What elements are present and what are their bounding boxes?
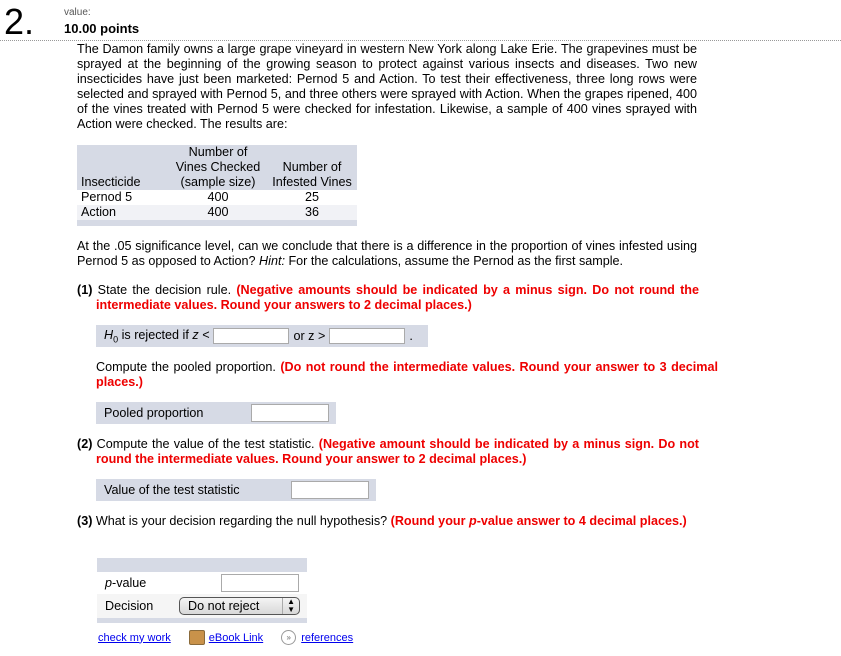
points: 10.00 points bbox=[64, 21, 140, 36]
pooled-prompt bbox=[96, 360, 718, 390]
pooled-input[interactable] bbox=[251, 404, 329, 422]
part3-form bbox=[97, 558, 307, 623]
part3-text: What is your decision regarding the null hypothesis? bbox=[95, 514, 388, 528]
hint-text: For the calculations, assume the Pernod as the first sample. bbox=[288, 254, 624, 268]
chevron-down-icon: » bbox=[281, 630, 296, 645]
statistic-input[interactable] bbox=[291, 481, 369, 499]
pvalue-input[interactable] bbox=[221, 574, 299, 592]
value-label: value: bbox=[64, 7, 91, 18]
pooled-text: Compute the pooled proportion. bbox=[96, 360, 276, 374]
part3-label: (3) bbox=[77, 514, 93, 528]
pvalue-label: -value bbox=[112, 576, 147, 590]
hint-label: Hint: bbox=[259, 254, 285, 268]
statistic-row bbox=[96, 479, 376, 501]
pooled-instruction: (Do not round the intermediate values. Round your answer to 3 decimal places.) bbox=[96, 360, 718, 389]
check-my-work-link[interactable]: check my work bbox=[98, 631, 171, 644]
z-less-label: z < bbox=[192, 327, 210, 342]
references-link[interactable]: references bbox=[301, 631, 354, 644]
part1-instruction: (Negative amounts should be indicated by a minus sign. Do not round the intermediate values. Round your answers to 2 decimal places.) bbox=[96, 283, 700, 312]
decision-value: Do not reject bbox=[188, 599, 260, 613]
header-infested: Number of Infested Vines bbox=[267, 145, 357, 190]
part1-text: State the decision rule. bbox=[97, 283, 232, 297]
links-bar bbox=[98, 630, 353, 645]
header-insecticide: Insecticide bbox=[77, 145, 169, 190]
question-body: At the .05 significance level, can we conclude that there is a difference in the proportion of vines infested using Pernod 5 as opposed to Action? bbox=[77, 239, 697, 268]
divider bbox=[0, 40, 841, 41]
header-vines-checked: Number of Vines Checked (sample size) bbox=[169, 145, 267, 190]
cell: 400 bbox=[169, 205, 267, 220]
instr-pre: (Round your bbox=[390, 514, 469, 528]
part1-prompt bbox=[77, 283, 699, 313]
table-row bbox=[77, 190, 357, 205]
decision-rule-row bbox=[96, 325, 428, 347]
cell: 400 bbox=[207, 190, 229, 204]
instr-p: p bbox=[468, 514, 477, 528]
cell: 36 bbox=[267, 205, 357, 220]
part2-prompt bbox=[77, 437, 699, 467]
book-icon bbox=[189, 630, 205, 645]
table-row bbox=[77, 205, 357, 220]
rule-text: is rejected if bbox=[121, 327, 189, 342]
question-number: 2. bbox=[4, 1, 35, 42]
z-greater-label: or z > bbox=[293, 329, 326, 343]
decision-select[interactable] bbox=[179, 597, 300, 615]
cell: Action bbox=[77, 205, 169, 220]
part3-prompt bbox=[77, 514, 699, 529]
statistic-label: Value of the test statistic bbox=[104, 483, 240, 497]
z-lower-input[interactable] bbox=[213, 328, 289, 344]
part2-label: (2) bbox=[77, 437, 93, 451]
intro-text: The Damon family owns a large grape vineyard in western New York along Lake Erie. The grapevines must be sprayed at the beginning of the growing season to protect against various insects and diseases. Two new insecticides have just been marketed: Pernod 5 and Action. To test their effectiveness, three long rows were selected and sprayed with Pernod 5, and three others were sprayed with Action. When the grapes ripened, 400 of the vines treated with Pernod 5 were checked for infestation. Likewise, a sample of 400 vines sprayed with Action were checked. The results are: bbox=[77, 42, 697, 131]
select-arrows-icon: ▲ ▼ bbox=[282, 598, 295, 614]
part1-label: (1) bbox=[77, 283, 93, 297]
h0-symbol: H bbox=[104, 327, 114, 342]
question-text bbox=[77, 239, 697, 269]
pooled-row bbox=[96, 402, 336, 424]
decision-label: Decision bbox=[105, 599, 154, 613]
p-italic: p bbox=[105, 576, 113, 590]
period: . bbox=[409, 329, 413, 343]
results-table bbox=[77, 145, 357, 226]
ebook-link[interactable]: eBook Link bbox=[208, 631, 264, 644]
cell: Pernod 5 bbox=[81, 190, 133, 204]
cell: 25 bbox=[304, 190, 319, 204]
h0-subscript: 0 bbox=[113, 334, 119, 345]
part3-instruction bbox=[391, 514, 687, 528]
z-upper-input[interactable] bbox=[329, 328, 405, 344]
part2-instruction: (Negative amount should be indicated by a minus sign. Do not round the intermediate values. Round your answer to 2 decimal places.) bbox=[96, 437, 700, 466]
instr-post: -value answer to 4 decimal places.) bbox=[476, 514, 687, 528]
pooled-label: Pooled proportion bbox=[104, 406, 204, 420]
part2-text: Compute the value of the test statistic. bbox=[96, 437, 315, 451]
